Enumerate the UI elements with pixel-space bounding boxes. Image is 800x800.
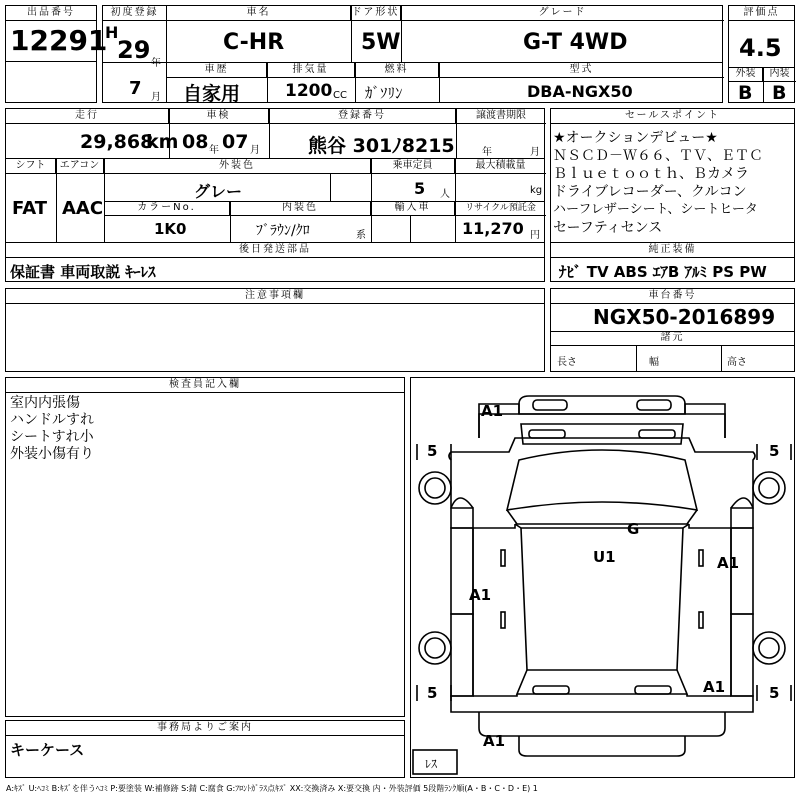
color-no-value: 1K0 (154, 220, 187, 238)
lot-number-extra-box (5, 61, 97, 103)
ext-color-label: 外装色 (104, 159, 371, 174)
transfer-label: 譲渡書期限 (456, 109, 546, 124)
tire-score-rear-right: 5 (769, 684, 780, 702)
mark-u1-roof: U1 (593, 548, 616, 566)
reg-no-value: 熊谷 301ﾉ8215 (308, 135, 455, 157)
era-value: H (105, 23, 119, 42)
recycle-value: 11,270 (462, 219, 524, 238)
lot-number-value: 12291 (10, 24, 108, 57)
lot-number-box (5, 5, 108, 62)
chassis-value: NGX50-2016899 (593, 305, 776, 329)
aircon-value: AAC (62, 198, 104, 219)
notes-label: 注意事項欄 (6, 289, 544, 304)
shift-label: シフト (6, 159, 56, 174)
sales-point-line: セーフティセンス (553, 220, 663, 236)
year-value: 29 (117, 36, 151, 64)
tire-score-rear-left: 5 (427, 684, 438, 702)
sales-point-label: セールスポイント (551, 109, 794, 124)
shift-value: FAT (12, 198, 48, 219)
inspector-label: 検査員記入欄 (6, 378, 404, 393)
mark-a1-right-door: A1 (717, 554, 740, 572)
door-label: ドア形状 (351, 6, 401, 21)
month-value: 7 (129, 78, 142, 99)
legend-text: A:ｷｽﾞ U:ﾍｺﾐ B:ｷｽﾞを伴うﾍｺﾐ P:要塗装 W:補修跡 S:錆 C:腐食 G:ﾌﾛﾝﾄｶﾞﾗｽ点ｷｽﾞ XX:交換済み X:要交換 内・外装評価 5段階ﾗﾝｸ順(A・B・C・D・E) 1 (6, 784, 538, 793)
int-color-value: ﾌﾞﾗｳﾝ/ｸﾛ (256, 223, 310, 239)
interior-label: 内装 (763, 67, 796, 82)
fuel-value: ｶﾞｿﾘﾝ (365, 84, 403, 102)
sales-point-line: ★オークションデビュー★ (553, 130, 718, 146)
transfer-month-unit: 月 (530, 147, 540, 158)
grade-value: G-T 4WD (523, 30, 628, 55)
mark-a1-front: A1 (481, 402, 504, 420)
tire-score-front-left: 5 (427, 442, 438, 460)
car-diagram (411, 378, 794, 777)
first-reg-label: 初度登録 (103, 6, 166, 21)
cc-unit: CC (333, 90, 347, 101)
capacity-label: 乗車定員 (371, 159, 455, 174)
mark-g-hood: G (627, 520, 640, 538)
chassis-box (550, 288, 795, 372)
sales-point-line: ハーフレザーシート、シートヒータ (553, 202, 758, 217)
year-unit: 年 (151, 58, 161, 69)
width-label: 幅 (649, 357, 659, 368)
inspector-note: シートすれ小 (10, 429, 94, 445)
transfer-year-unit: 年 (482, 147, 492, 158)
max-load-label: 最大積載量 (455, 159, 546, 174)
grade-label: グレード (401, 6, 724, 21)
import-label: 輸入車 (371, 201, 455, 216)
mileage-label: 走行 (6, 109, 169, 124)
office-label: 事務局よりご案内 (6, 721, 404, 736)
equipment-label: 純正装備 (551, 243, 794, 258)
kei-unit: 系 (356, 230, 366, 241)
capacity-value: 5 (414, 179, 426, 198)
exterior-label: 外装 (729, 67, 763, 82)
month-unit: 月 (151, 92, 161, 103)
ext-color-value: グレー (194, 182, 243, 201)
score-box (728, 5, 795, 103)
spare-tire-mark: ﾚｽ (425, 757, 438, 771)
delivery-parts-value: 保証書 車両取説 ｷｰﾚｽ (10, 263, 156, 281)
history-value: 自家用 (183, 83, 241, 105)
first-reg-box (102, 5, 167, 103)
length-label: 長さ (557, 357, 577, 368)
office-text: キーケース (10, 741, 85, 759)
notes-box (5, 288, 545, 372)
inspection-label: 車検 (169, 109, 269, 124)
inspection-year-unit: 年 (209, 145, 219, 156)
tire-score-front-right: 5 (769, 442, 780, 460)
color-no-label: カラーNo. (104, 201, 230, 216)
detail-box (5, 108, 545, 243)
car-name-value: C-HR (223, 30, 285, 55)
delivery-parts-box (5, 242, 545, 282)
equipment-value: ﾅﾋﾞ TV ABS ｴｱB ｱﾙﾐ PS PW (559, 263, 767, 281)
score-value: 4.5 (739, 34, 782, 62)
inspection-month-unit: 月 (250, 145, 260, 156)
persons-unit: 人 (440, 189, 450, 200)
interior-value: B (772, 82, 787, 104)
specs-label: 諸元 (551, 331, 794, 346)
yen-unit: 円 (530, 230, 540, 241)
km-unit: km (146, 131, 179, 153)
model-label: 型式 (439, 63, 724, 78)
office-box (5, 720, 405, 778)
car-info-box (166, 5, 723, 103)
mark-a1-rear-right: A1 (703, 678, 726, 696)
inspection-month-value: 07 (222, 131, 249, 153)
car-diagram-box (410, 377, 795, 778)
mileage-value: 29,868 (80, 131, 154, 153)
lot-number-label: 出品番号 (6, 6, 96, 21)
inspection-year-value: 08 (182, 131, 209, 153)
exterior-value: B (738, 82, 753, 104)
score-label: 評価点 (729, 6, 794, 21)
displacement-value: 1200 (285, 81, 333, 101)
car-name-label: 車名 (167, 6, 351, 21)
sales-point-line: ＮＳＣＤ－Ｗ６６、ＴＶ、ＥＴＣ (553, 148, 763, 164)
chassis-label: 車台番号 (551, 289, 794, 304)
reg-no-label: 登録番号 (269, 109, 456, 124)
aircon-label: エアコン (56, 159, 104, 174)
inspector-note: ハンドルすれ (10, 412, 94, 428)
height-label: 高さ (727, 357, 747, 368)
sales-point-box (550, 108, 795, 243)
history-label: 車歴 (167, 63, 267, 78)
recycle-label: リサイクル預託金 (455, 201, 546, 216)
fuel-label: 燃料 (355, 63, 439, 78)
model-value: DBA-NGX50 (527, 82, 633, 101)
inspector-box (5, 377, 405, 717)
delivery-parts-label: 後日発送部品 (6, 243, 544, 258)
door-value: 5W (361, 30, 401, 55)
sales-point-line: Ｂｌｕｅｔｏｏｔｈ、Ｂカメラ (553, 166, 749, 182)
kg-unit: kg (530, 185, 543, 196)
sales-point-line: ドライブレコーダー、クルコン (553, 184, 747, 200)
displacement-label: 排気量 (267, 63, 355, 78)
mark-a1-rear-bumper: A1 (483, 732, 506, 750)
equipment-box (550, 242, 795, 282)
inspector-note: 室内内張傷 (10, 395, 80, 411)
inspector-note: 外装小傷有り (10, 446, 94, 462)
int-color-label: 内装色 (230, 201, 371, 216)
mark-a1-left-door: A1 (469, 586, 492, 604)
